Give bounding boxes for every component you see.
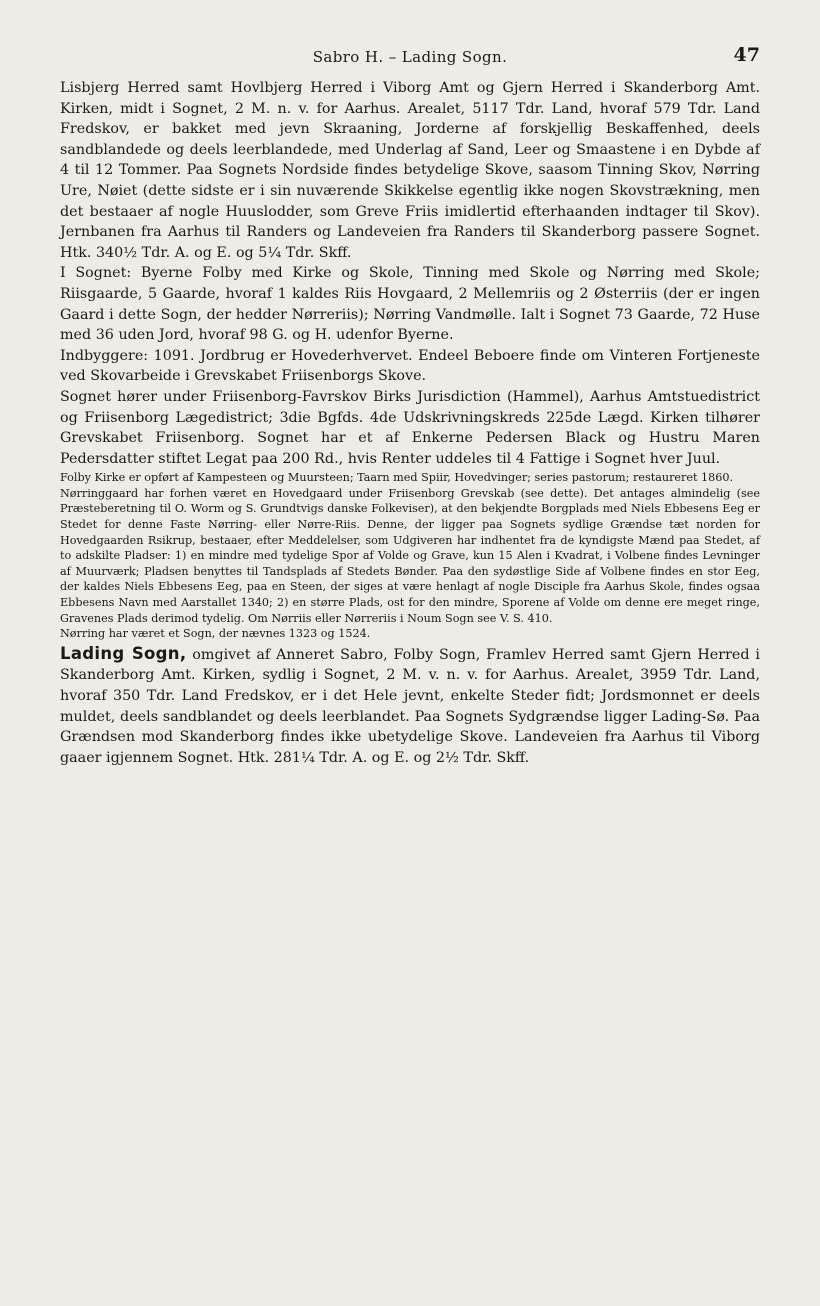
note: Nørring har været et Sogn, der nævnes 1323 og 1524. [60,627,371,641]
paragraph: Lisbjerg Herred samt Hovlbjerg Herred i Viborg Amt og Gjern Herred i Skanderborg Amt. Kirken, midt i Sognet, 2 M. n. v. for Aarhus. Arealet, 5117 Tdr. Land, hvoraf 579 Tdr. Land Fredskov, er bakket med jevn Skraaning, Jorderne af forskjellig Beskaffenhed, deels sandblandede og deels leerblandede, med Underlag af Sand, Leer og Smaastene i en Dybde af 4 til 12 Tommer. Paa Sognets Nordside findes betydelige Skove, saasom Tinning Skov, Nørring Ure, Nøiet (dette sidste er i sin nuværende Skikkelse egentlig ikke nogen Skovstrækning, men det bestaaer af nogle Huuslodder, som Greve Friis imidlertid efterhaanden indtager til Skov). Jernbanen fra Aarhus til Randers og Landeveien fra Randers til Skanderborg passere Sognet. Htk. 340½ Tdr. A. og E. og 5¼ Tdr. Skff. [60,80,760,261]
page-number: 47 [733,44,760,66]
entry-paragraph [60,644,760,769]
paragraph: Sognet hører under Friisenborg-Favrskov Birks Jurisdiction (Hammel), Aarhus Amtstuedistrict og Friisenborg Lægedistrict; 3die Bgfds. 4de Udskrivningskreds 225de Lægd. Kirken tilhører Grevskabet Friisenborg. Sognet har et af Enkerne Pedersen Black og Hustru Maren Pedersdatter stiftet Legat paa 200 Rd., hvis Renter uddeles til 4 Fattige i Sognet hver Juul. [60,388,760,467]
page-header [60,44,760,72]
paragraph: I Sognet: Byerne Folby med Kirke og Skole, Tinning med Skole og Nørring med Skole; Riisgaarde, 5 Gaarde, hvoraf 1 kaldes Riis Hovgaard, 2 Mellemriis og 2 Østerriis (der er ingen Gaard i dette Sogn, der hedder Nørreriis); Nørring Vandmølle. Ialt i Sognet 73 Gaarde, 72 Huse med 36 uden Jord, hvoraf 98 G. og H. udenfor Byerne. [60,265,760,344]
main-text [60,78,760,469]
running-head: Sabro H. – Lading Sogn. [312,48,508,66]
parish-entry [60,644,760,769]
entry-heading: Lading Sogn, [60,643,187,663]
note: Nørringgaard har forhen været en Hovedgaard under Friisenborg Grevskab (see dette). Det antages almindelig (see Præsteberetning til O. Worm og S. Grundtvigs danske Folkeviser), at den bekjendte Borgplads med Niels Ebbesens Eeg er Stedet for denne Faste Nørring- eller Nørre-Riis. Denne, der ligger paa Sognets sydlige Grændse tæt norden for Hovedgaarden Rsikrup, bestaaer, efter Meddelelser, som Udgiveren har indhentet fra de kyndigste Mænd paa Stedet, af to adskilte Pladser: 1) en mindre med tydelige Spor af Volde og Grave, kun 15 Alen i Kvadrat, i Volbene findes Levninger af Muurværk; Pladsen benyttes til Tandsplads af Stedets Bønder. Paa den sydøstlige Side af Volbene findes en stor Eeg, der kaldes Niels Ebbesens Eeg, paa en Steen, der siges at være henlagt af nogle Disciple fra Aarhus Skole, findes ogsaa Ebbesens Navn med Aarstallet 1340; 2) en større Plads, ost for den mindre, Sporene af Volde om denne ere meget ringe, Gravenes Plads derimod tydelig. Om Nørriis eller Nørreriis i Noum Sogn see V. S. 410. [60,486,760,625]
note: Folby Kirke er opført af Kampesteen og Muursteen; Taarn med Spiir, Hovedvinger; series pastorum; restaureret 1860. [60,471,734,485]
footnotes [60,470,760,642]
entry-text: omgivet af Anneret Sabro, Folby Sogn, Framlev Herred samt Gjern Herred i Skanderborg Amt. Kirken, sydlig i Sognet, 2 M. v. n. v. for Aarhus. Arealet, 3959 Tdr. Land, hvoraf 350 Tdr. Land Fredskov, er i det Hele jevnt, enkelte Steder fidt; Jordsmonnet er deels muldet, deels sandblandet og deels leerblandet. Paa Sognets Sydgrændse ligger Lading-Sø. Paa Grændsen mod Skanderborg findes ikke ubetydelige Skove. Landeveien fra Aarhus til Viborg gaaer igjennem Sognet. Htk. 281¼ Tdr. A. og E. og 2½ Tdr. Skff. [60,646,760,766]
paragraph: Indbyggere: 1091. Jordbrug er Hovederhvervet. Endeel Beboere finde om Vinteren Fortjeneste ved Skovarbeide i Grevskabet Friisenborgs Skove. [60,347,760,385]
